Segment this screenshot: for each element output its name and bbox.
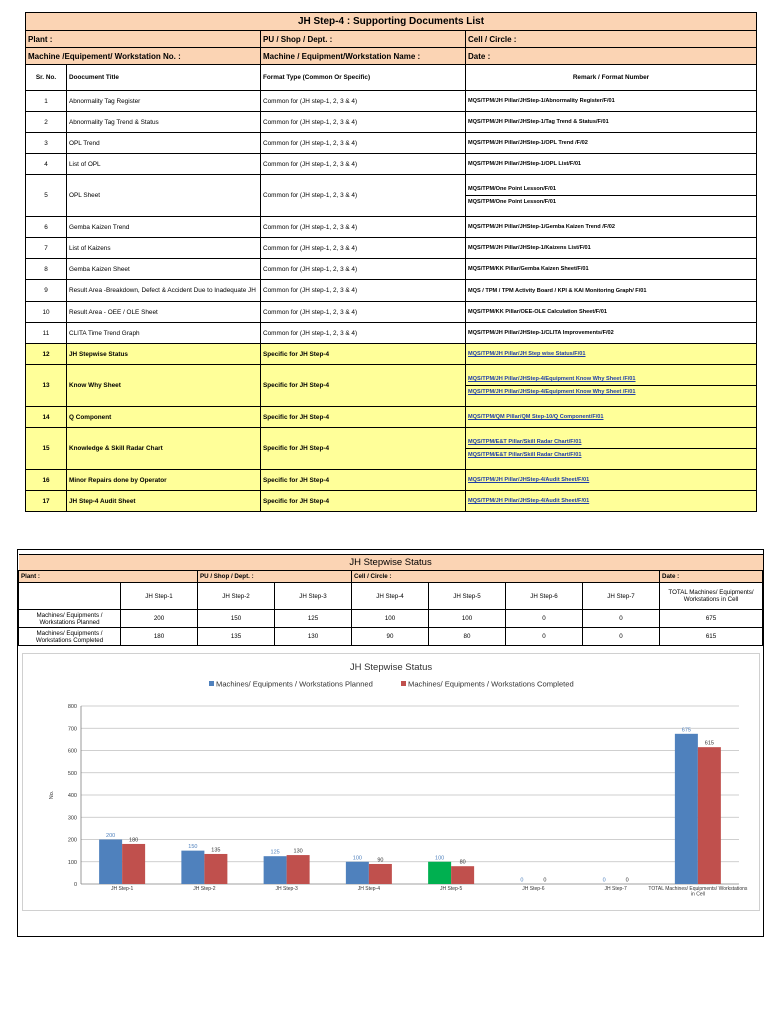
document-row	[26, 259, 757, 280]
row-sr-no: 2	[26, 112, 67, 133]
y-tick-label: 100	[67, 859, 77, 866]
data-label: 150	[188, 844, 198, 851]
row-document-title: OPL Sheet	[67, 175, 261, 217]
x-tick-label: JH Step-3	[275, 886, 298, 892]
planned-value: 0	[506, 610, 583, 628]
row-remark	[466, 238, 757, 259]
x-tick-label: JH Step-5	[440, 886, 463, 892]
row-remark	[466, 365, 757, 407]
row-format-type: Common for (JH step-1, 2, 3 & 4)	[261, 323, 466, 344]
row-sr-no: 1	[26, 91, 67, 112]
row-format-type: Common for (JH step-1, 2, 3 & 4)	[261, 259, 466, 280]
document-row	[26, 407, 757, 428]
document-row	[26, 112, 757, 133]
planned-value: 100	[429, 610, 506, 628]
remark-format-number[interactable]: MQS/TPM/JH Pillar/JHStep-4/Audit Sheet/F/01	[468, 498, 590, 504]
x-tick-label: JH Step-7	[604, 886, 627, 892]
remark-format-number[interactable]: MQS/TPM/E&T Pillar/Skill Radar Chart/F/01	[468, 439, 582, 445]
row-document-title: List of OPL	[67, 154, 261, 175]
cell-label: Cell / Circle :	[466, 31, 757, 48]
bar	[99, 840, 122, 885]
stepwise-status-panel	[17, 549, 764, 937]
legend-label: Machines/ Equipments / Workstations Completed	[408, 679, 574, 689]
row-remark	[466, 91, 757, 112]
row-format-type: Common for (JH step-1, 2, 3 & 4)	[261, 217, 466, 238]
data-label: 0	[625, 877, 629, 884]
x-tick-label: JH Step-2	[193, 886, 216, 892]
remark-format-number[interactable]: MQS/TPM/QM Pillar/QM Step-10/Q Component/F/01	[468, 414, 604, 420]
status-col-header: JH Step-6	[506, 583, 583, 610]
data-label: 135	[211, 847, 221, 854]
planned-row-label: Machines/ Equipments / Workstations Planned	[19, 610, 121, 628]
row-format-type: Specific for JH Step-4	[261, 407, 466, 428]
planned-value: 0	[583, 610, 660, 628]
row-remark	[466, 428, 757, 470]
row-document-title: Q Component	[67, 407, 261, 428]
remark-format-number: MQS/TPM/One Point Lesson/F/01	[468, 186, 556, 192]
row-document-title: Abnormality Tag Register	[67, 91, 261, 112]
status-col-header: JH Step-4	[352, 583, 429, 610]
document-row	[26, 280, 757, 302]
supporting-documents-table	[25, 12, 757, 512]
stepwise-status-chart	[22, 653, 760, 911]
status-cell-label: Cell / Circle :	[352, 571, 660, 583]
plant-label: Plant :	[26, 31, 261, 48]
row-format-type: Common for (JH step-1, 2, 3 & 4)	[261, 175, 466, 217]
status-col-header: TOTAL Machines/ Equipments/ Workstations in Cell	[660, 583, 763, 610]
row-sr-no: 11	[26, 323, 67, 344]
legend-label: Machines/ Equipments / Workstations Planned	[216, 679, 373, 689]
bar	[428, 862, 451, 884]
row-sr-no: 6	[26, 217, 67, 238]
planned-value: 200	[121, 610, 198, 628]
data-label: 200	[106, 833, 116, 839]
row-format-type: Specific for JH Step-4	[261, 470, 466, 491]
data-label: 0	[520, 877, 524, 884]
chart-canvas	[23, 654, 759, 910]
y-tick-label: 500	[67, 770, 77, 777]
row-remark	[466, 407, 757, 428]
data-label: 0	[602, 877, 606, 884]
row-document-title: Knowledge & Skill Radar Chart	[67, 428, 261, 470]
header-remark: Remark / Format Number	[466, 65, 757, 91]
header-sr-no: Sr. No.	[26, 65, 67, 91]
document-row	[26, 133, 757, 154]
document-row	[26, 491, 757, 512]
stepwise-status-table	[18, 554, 763, 646]
bar	[451, 866, 474, 884]
completed-value: 180	[121, 628, 198, 646]
remark-format-number: MQS/TPM/One Point Lesson/F/01	[466, 195, 756, 208]
data-label: 100	[435, 855, 445, 862]
row-document-title: Result Area - OEE / OLE Sheet	[67, 302, 261, 323]
row-document-title: CLITA Time Trend Graph	[67, 323, 261, 344]
y-tick-label: 0	[73, 882, 77, 888]
y-tick-label: 700	[67, 726, 77, 733]
remark-format-number: MQS / TPM / TPM Activity Board / KPI & KAI Monitoring Graph/ F/01	[468, 287, 647, 294]
row-sr-no: 15	[26, 428, 67, 470]
document-row	[26, 470, 757, 491]
row-format-type: Common for (JH step-1, 2, 3 & 4)	[261, 112, 466, 133]
row-format-type: Common for (JH step-1, 2, 3 & 4)	[261, 133, 466, 154]
row-remark	[466, 323, 757, 344]
data-label: 180	[129, 837, 139, 844]
bar	[369, 864, 392, 884]
row-document-title: OPL Trend	[67, 133, 261, 154]
row-format-type: Common for (JH step-1, 2, 3 & 4)	[261, 154, 466, 175]
remark-format-number[interactable]: MQS/TPM/E&T Pillar/Skill Radar Chart/F/01	[466, 448, 756, 461]
date-label: Date :	[466, 48, 757, 65]
row-remark	[466, 491, 757, 512]
bar	[264, 856, 287, 884]
legend-swatch	[209, 681, 214, 686]
x-tick-label: in Cell	[690, 891, 705, 898]
y-tick-label: 300	[67, 815, 77, 822]
data-label: 90	[377, 857, 384, 864]
completed-value: 90	[352, 628, 429, 646]
remark-format-number: MQS/TPM/KK Pillar/Gemba Kaizen Sheet/F/01	[468, 266, 589, 272]
row-sr-no: 4	[26, 154, 67, 175]
remark-format-number: MQS/TPM/JH Pillar/JHStep-1/OPL List/F/01	[468, 161, 582, 167]
y-axis-label: No.	[49, 790, 55, 800]
data-label: 100	[352, 855, 362, 862]
document-title: JH Step-4 : Supporting Documents List	[26, 13, 757, 31]
status-col-header: JH Step-5	[429, 583, 506, 610]
bar	[122, 844, 145, 884]
remark-format-number[interactable]: MQS/TPM/JH Pillar/JHStep-4/Audit Sheet/F/01	[468, 477, 590, 483]
row-sr-no: 8	[26, 259, 67, 280]
remark-format-number: MQS/TPM/JH Pillar/JHStep-1/Abnormality Register/F/01	[468, 98, 615, 104]
planned-value: 150	[198, 610, 275, 628]
status-plant-label: Plant :	[19, 571, 198, 583]
status-date-label: Date :	[660, 571, 763, 583]
remark-format-number: MQS/TPM/JH Pillar/JHStep-1/Gemba Kaizen Trend /F/02	[468, 224, 616, 230]
y-tick-label: 800	[67, 704, 77, 710]
row-sr-no: 7	[26, 238, 67, 259]
row-format-type: Common for (JH step-1, 2, 3 & 4)	[261, 302, 466, 323]
document-row	[26, 91, 757, 112]
bar	[675, 734, 698, 884]
row-remark	[466, 217, 757, 238]
row-sr-no: 14	[26, 407, 67, 428]
row-remark	[466, 280, 757, 302]
row-document-title: JH Step-4 Audit Sheet	[67, 491, 261, 512]
data-label: 675	[681, 727, 691, 734]
y-tick-label: 400	[67, 793, 77, 799]
document-row	[26, 428, 757, 470]
completed-value: 130	[275, 628, 352, 646]
bar	[287, 855, 310, 884]
remark-format-number: MQS/TPM/JH Pillar/JHStep-1/Kaizens List/F/01	[468, 245, 591, 251]
row-sr-no: 16	[26, 470, 67, 491]
remark-format-number: MQS/TPM/JH Pillar/JHStep-1/CLITA Improvements/F/02	[468, 330, 614, 336]
row-format-type: Specific for JH Step-4	[261, 491, 466, 512]
data-label: 615	[704, 740, 714, 747]
remark-format-number[interactable]: MQS/TPM/JH Pillar/JHStep-4/Equipment Know Why Sheet /F/01	[466, 385, 756, 398]
chart-title: JH Stepwise Status	[349, 662, 433, 673]
row-document-title: Minor Repairs done by Operator	[67, 470, 261, 491]
document-row	[26, 217, 757, 238]
row-remark	[466, 302, 757, 323]
row-sr-no: 3	[26, 133, 67, 154]
row-format-type: Specific for JH Step-4	[261, 428, 466, 470]
row-format-type: Specific for JH Step-4	[261, 365, 466, 407]
data-label: 125	[270, 849, 280, 856]
bar	[181, 851, 204, 884]
machine-name-label: Machine / Equipment/Workstation Name :	[261, 48, 466, 65]
row-document-title: Gemba Kaizen Sheet	[67, 259, 261, 280]
remark-format-number: MQS/TPM/KK Pillar/OEE-OLE Calculation Sheet/F/01	[468, 309, 607, 315]
row-remark	[466, 133, 757, 154]
row-document-title: Gemba Kaizen Trend	[67, 217, 261, 238]
document-row	[26, 323, 757, 344]
pu-label: PU / Shop / Dept. :	[261, 31, 466, 48]
completed-value: 0	[583, 628, 660, 646]
row-remark	[466, 259, 757, 280]
row-sr-no: 13	[26, 365, 67, 407]
row-remark	[466, 344, 757, 365]
document-row	[26, 175, 757, 217]
row-document-title: Abnormality Tag Trend & Status	[67, 112, 261, 133]
data-label: 80	[459, 859, 466, 866]
remark-format-number: MQS/TPM/JH Pillar/JHStep-1/OPL Trend /F/02	[468, 140, 588, 146]
document-row	[26, 302, 757, 323]
row-format-type: Common for (JH step-1, 2, 3 & 4)	[261, 280, 466, 302]
machine-no-label: Machine /Equipement/ Workstation No. :	[26, 48, 261, 65]
bar	[204, 854, 227, 884]
row-format-type: Common for (JH step-1, 2, 3 & 4)	[261, 238, 466, 259]
planned-value: 675	[660, 610, 763, 628]
status-col-header: JH Step-1	[121, 583, 198, 610]
bar	[698, 747, 721, 884]
status-title: JH Stepwise Status	[19, 555, 763, 571]
completed-value: 135	[198, 628, 275, 646]
row-remark	[466, 112, 757, 133]
row-remark	[466, 470, 757, 491]
y-tick-label: 200	[67, 837, 77, 844]
row-document-title: List of Kaizens	[67, 238, 261, 259]
status-col-header: JH Step-7	[583, 583, 660, 610]
remark-format-number: MQS/TPM/JH Pillar/JHStep-1/Tag Trend & Status/F/01	[468, 119, 609, 125]
row-document-title: JH Stepwise Status	[67, 344, 261, 365]
data-label: 0	[543, 877, 547, 884]
planned-value: 100	[352, 610, 429, 628]
row-remark	[466, 175, 757, 217]
x-tick-label: JH Step-4	[357, 886, 380, 892]
x-tick-label: TOTAL Machines/ Equipments/ Workstations	[648, 886, 748, 892]
document-row	[26, 344, 757, 365]
row-remark	[466, 154, 757, 175]
completed-value: 615	[660, 628, 763, 646]
row-sr-no: 5	[26, 175, 67, 217]
status-pu-label: PU / Shop / Dept. :	[198, 571, 352, 583]
status-header-blank	[19, 583, 121, 610]
data-label: 130	[293, 848, 303, 855]
remark-format-number[interactable]: MQS/TPM/JH Pillar/JHStep-4/Equipment Know Why Sheet /F/01	[468, 376, 636, 382]
document-row	[26, 238, 757, 259]
completed-value: 0	[506, 628, 583, 646]
legend-swatch	[401, 681, 406, 686]
row-sr-no: 9	[26, 280, 67, 302]
document-row	[26, 365, 757, 407]
remark-format-number[interactable]: MQS/TPM/JH Pillar/JH Step wise Status/F/01	[468, 351, 586, 357]
header-document-title: Doocument Title	[67, 65, 261, 91]
header-format-type: Format Type (Common Or Specific)	[261, 65, 466, 91]
row-document-title: Result Area -Breakdown, Defect & Accident Due to Inadequate JH	[67, 280, 261, 302]
y-tick-label: 600	[67, 748, 77, 755]
status-col-header: JH Step-2	[198, 583, 275, 610]
row-sr-no: 12	[26, 344, 67, 365]
completed-value: 80	[429, 628, 506, 646]
row-format-type: Common for (JH step-1, 2, 3 & 4)	[261, 91, 466, 112]
x-tick-label: JH Step-1	[111, 886, 134, 892]
bar	[346, 862, 369, 884]
document-row	[26, 154, 757, 175]
x-tick-label: JH Step-6	[522, 886, 545, 892]
row-document-title: Know Why Sheet	[67, 365, 261, 407]
row-format-type: Specific for JH Step-4	[261, 344, 466, 365]
status-col-header: JH Step-3	[275, 583, 352, 610]
row-sr-no: 10	[26, 302, 67, 323]
planned-value: 125	[275, 610, 352, 628]
completed-row-label: Machines/ Equipments / Workstations Completed	[19, 628, 121, 646]
row-sr-no: 17	[26, 491, 67, 512]
